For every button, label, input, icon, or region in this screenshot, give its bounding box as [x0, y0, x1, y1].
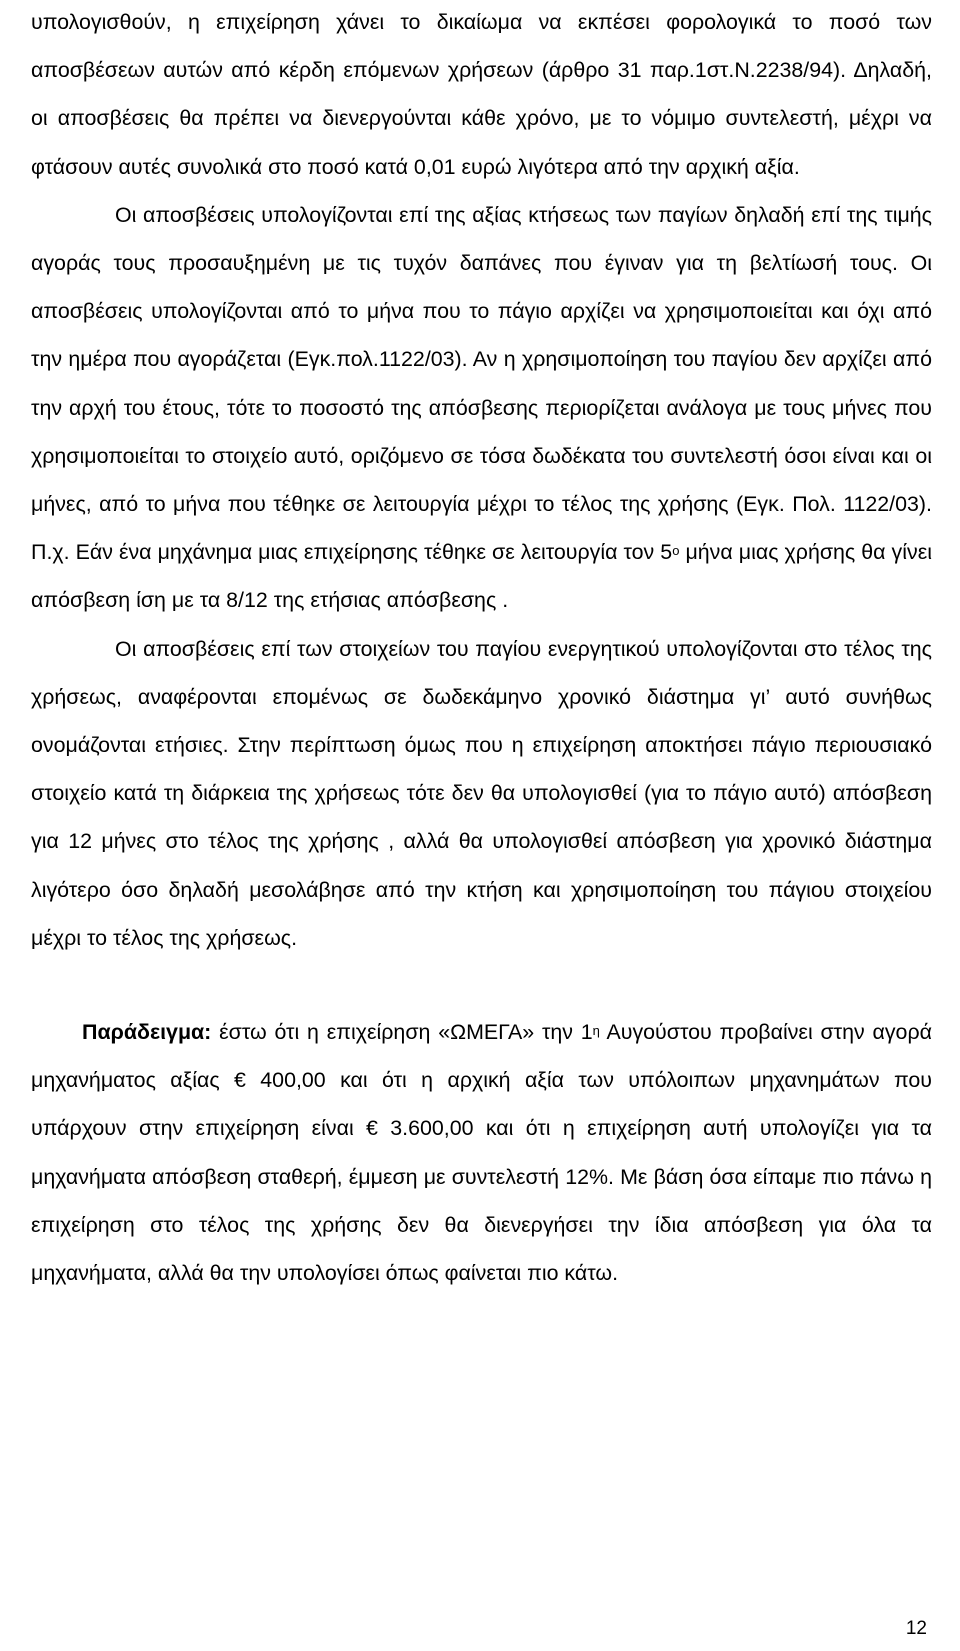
ordinal-superscript: ο — [672, 543, 680, 559]
paragraph-text: έστω ότι η επιχείρηση «ΩΜΕΓΑ» την 1 — [211, 1020, 593, 1045]
paragraph-text: Οι αποσβέσεις υπολογίζονται επί της αξίας κτήσεως των παγίων δηλαδή επί της τιμής αγοράς τους προσαυξημένη με τις τυχόν δαπάνες που έγιναν για τη βελτίωσή τους. Οι αποσβέσεις υπολογίζονται από το μήνα που το πάγιο αρχίζει να χρησιμοποιείται και όχι από την ημέρα που αγοράζεται (Εγκ.πολ.1122/03). Αν η χρησιμοποίηση του παγίου δεν αρχίζει από την αρχή του έτους, τότε το ποσοστό της απόσβεσης περιορίζεται ανάλογα με τους μήνες που χρησιμοποιείται το στοιχείο αυτό, οριζόμενο σε τόσα δωδέκατα του συντελεστή όσοι είναι και οι μήνες, από το μήνα που τέθηκε σε λειτουργία μέχρι το τέλος της χρήσης (Εγκ. Πολ. 1122/03). Π.χ. Εάν ένα μηχάνημα μιας επιχείρησης τέθηκε σε λειτουργία τον 5 — [31, 202, 932, 565]
paragraph-amortization-calculation — [31, 191, 932, 625]
ordinal-superscript: η — [592, 1023, 600, 1039]
paragraph-example — [31, 1008, 932, 1297]
paragraph-amortization-loss: υπολογισθούν, η επιχείρηση χάνει το δικαίωμα να εκπέσει φορολογικά το ποσό των αποσβέσεων αυτών από κέρδη επόμενων χρήσεων (άρθρο 31 παρ.1στ.Ν.2238/94). Δηλαδή, οι αποσβέσεις θα πρέπει να διενεργούνται κάθε χρόνο, με το νόμιμο συντελεστή, μέχρι να φτάσουν αυτές συνολικά στο ποσό κατά 0,01 ευρώ λιγότερα από την αρχική αξία. — [31, 10, 932, 179]
document-body — [31, 0, 932, 1297]
example-label: Παράδειγμα: — [82, 1020, 212, 1045]
page-number: 12 — [905, 1618, 927, 1639]
paragraph-text: Αυγούστου προβαίνει στην αγορά μηχανήματος αξίας € 400,00 και ότι η αρχική αξία των υπόλοιπων μηχανημάτων που υπάρχουν στην επιχείρηση είναι € 3.600,00 και ότι η επιχείρηση αυτή υπολογίζει για τα μηχανήματα απόσβεση σταθερή, έμμεση με συντελεστή 12%. Με βάση όσα είπαμε πιο πάνω η επιχείρηση στο τέλος της χρήσης δεν θα διενεργήσει την ίδια απόσβεση για όλα τα μηχανήματα, αλλά θα την υπολογίσει όπως φαίνεται πιο κάτω. — [31, 1020, 932, 1286]
paragraph-text: μήνα μιας χρήσης θα γίνει απόσβεση ίση με τα 8/12 της ετήσιας απόσβεσης . — [31, 540, 932, 613]
paragraph-annual-amortization: Οι αποσβέσεις επί των στοιχείων του παγίου ενεργητικού υπολογίζονται στο τέλος της χρήσεως, αναφέρονται επομένως σε δωδεκάμηνο χρονικό διάστημα γι’ αυτό συνήθως ονομάζονται ετήσιες. Στην περίπτωση όμως που η επιχείρηση αποκτήσει πάγιο περιουσιακό στοιχείο κατά τη διάρκεια της χρήσεως τότε δεν θα υπολογισθεί (για το πάγιο αυτό) απόσβεση για 12 μήνες στο τέλος της χρήσης , αλλά θα υπολογισθεί απόσβεση για χρονικό διάστημα λιγότερο όσο δηλαδή μεσολάβησε από την κτήση και χρησιμοποίηση του πάγιου στοιχείου μέχρι το τέλος της χρήσεως. — [31, 636, 932, 950]
